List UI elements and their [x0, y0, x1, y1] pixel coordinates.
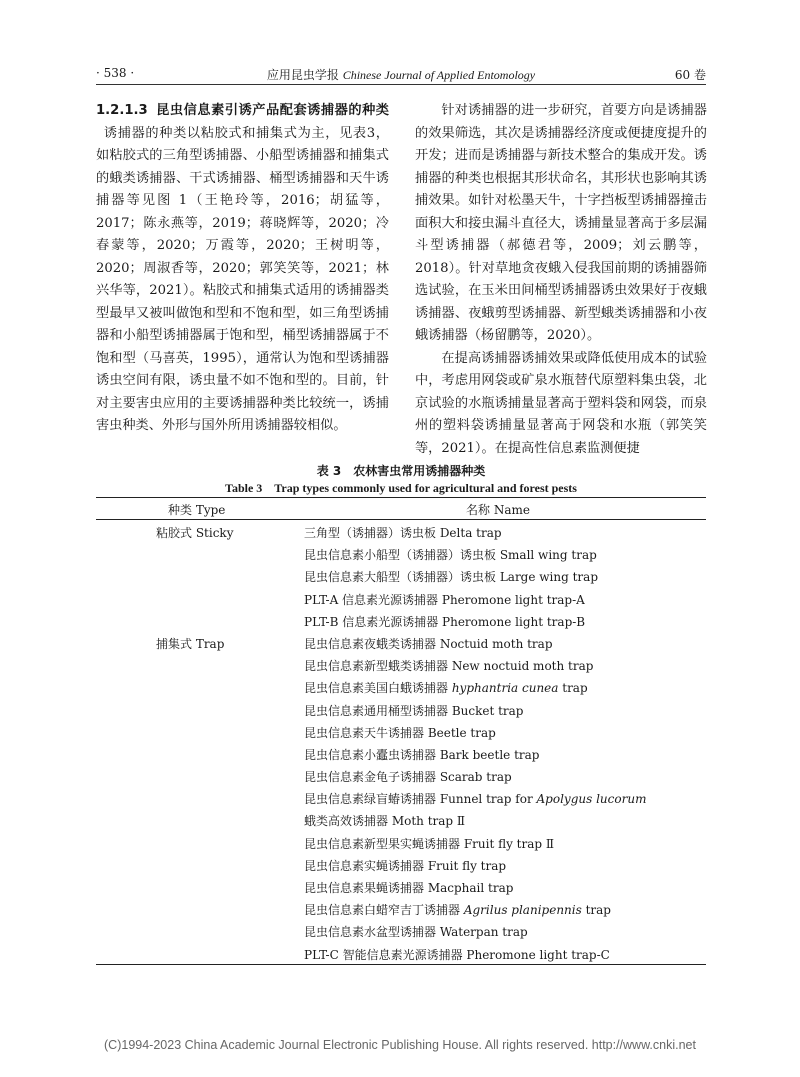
category-sticky: 粘胶式 Sticky — [156, 526, 234, 540]
right-column — [415, 100, 707, 460]
table-row — [304, 677, 646, 699]
running-header — [96, 62, 706, 85]
table-row: 昆虫信息素果蝇诱捕器 Macphail trap — [304, 881, 514, 895]
table-row: 昆虫信息素实蝇诱捕器 Fruit fly trap — [304, 858, 507, 873]
category-trap: 捕集式 Trap — [156, 637, 225, 651]
table-row: PLT-A 信息素光源诱捕器 Pheromone light trap-A — [304, 592, 585, 607]
left-column — [96, 100, 389, 438]
table-row: 昆虫信息素小船型（诱捕器）诱虫板 Small wing trap — [304, 548, 597, 563]
table-row: 昆虫信息素夜蛾类诱捕器 Noctuid moth trap — [304, 636, 553, 651]
body-paragraph-1: 针对诱捕器的进一步研究，首要方向是诱捕器的效果筛选，其次是诱捕器经济度或便捷度提升的开发；进而是诱捕器与新技术整合的集成开发。诱捕器的种类也根据其形状命名，其形状也影响其诱捕效果。如针对松墨天牛，十字挡板型诱捕器撞击面积大和接虫漏斗直径大，诱捕量显著高于多层漏斗型诱捕器（郝德君等，2009；刘云鹏等，2018）。针对草地贪夜蛾入侵我国前期的诱捕器筛选试验，在玉米田间桶型诱捕器诱虫效果好于夜蛾诱捕器、夜蛾剪型诱捕器、新型蛾类诱捕器和小夜蛾诱捕器（杨留鹏等，2020）。 — [415, 103, 707, 343]
table-top-rule — [96, 497, 706, 498]
trap-name-suffix: trap — [581, 903, 611, 918]
trap-name-suffix: trap — [558, 681, 588, 696]
trap-name-prefix: 昆虫信息素白蜡窄吉丁诱捕器 — [304, 903, 464, 918]
table-caption-en: Table 3 Trap types commonly used for agricultural and forest pests — [225, 481, 577, 495]
table-row: 昆虫信息素新型果实蝇诱捕器 Fruit fly trap Ⅱ — [304, 836, 555, 851]
section-title: 昆虫信息素引诱产品配套诱捕器的种类 — [155, 103, 389, 118]
section-paragraph — [96, 100, 389, 438]
copyright-footer: (C)1994-2023 China Academic Journal Electronic Publishing House. All rights reserved. http://www.cnki.net — [104, 1038, 696, 1052]
section-body-text: 诱捕器的种类以粘胶式和捕集式为主，见表3，如粘胶式的三角型诱捕器、小船型诱捕器和捕集式的蛾类诱捕器、干式诱捕器、桶型诱捕器和天牛诱捕器等见图 1（王艳玲等，2016；胡猛等，2017；陈永燕等，2019；蒋晓辉等，2020；冷春蒙等，2020；万霞等，2020；王树明等，2020；周淑香等，2020；郭笑笑等，2021；林兴华等，2021）。粘胶式和捕集式适用的诱捕器类型最早又被叫做饱和型和不饱和型，如三角型诱捕器和小船型诱捕器属于饱和型，桶型诱捕器属于不饱和型（马喜英，1995），通常认为饱和型诱捕器诱虫空间有限，诱虫量不如不饱和型的。目前，针对主要害虫应用的主要诱捕器种类比较统一，诱捕害虫种类、外形与国外所用诱捕器较相似。 — [96, 125, 389, 433]
body-paragraph-2: 在提高诱捕器诱捕效果或降低使用成本的试验中，考虑用网袋或矿泉水瓶替代原塑料集虫袋，北京试验的水瓶诱捕量显著高于塑料袋和网袋，而泉州的塑料袋诱捕量显著高于网袋和水瓶（郭笑笑等，2021）。在提高性信息素监测便捷 — [415, 350, 707, 456]
table-row: 昆虫信息素新型蛾类诱捕器 New noctuid moth trap — [304, 659, 594, 674]
table-header-rule — [96, 519, 706, 520]
journal-title-cn: 应用昆虫学报 — [266, 68, 339, 82]
table-caption-cn: 表 3 农林害虫常用诱捕器种类 — [316, 464, 486, 478]
table-row: PLT-C 智能信息素光源诱捕器 Pheromone light trap-C — [304, 947, 610, 962]
table-row: 昆虫信息素小蠹虫诱捕器 Bark beetle trap — [304, 747, 540, 762]
species-name: Apolygus lucorum — [536, 792, 647, 807]
species-name: Agrilus planipennis — [463, 903, 582, 918]
column-header-type: 种类 Type — [168, 503, 226, 517]
table-row: PLT-B 信息素光源诱捕器 Pheromone light trap-B — [304, 614, 586, 629]
species-name: hyphantria cunea — [451, 681, 559, 696]
table-row: 昆虫信息素大船型（诱捕器）诱虫板 Large wing trap — [304, 570, 599, 585]
trap-name-prefix: 昆虫信息素绿盲蝽诱捕器 Funnel trap for — [304, 792, 537, 807]
trap-name-list — [304, 522, 646, 966]
journal-title-en: Chinese Journal of Applied Entomology — [342, 68, 536, 82]
table-row: 三角型（诱捕器）诱虫板 Delta trap — [304, 526, 502, 540]
trap-types-table — [96, 497, 706, 965]
trap-name-prefix: 昆虫信息素美国白蛾诱捕器 — [304, 681, 452, 696]
table-row: 昆虫信息素通用桶型诱捕器 Bucket trap — [304, 703, 524, 718]
volume-number: 60 卷 — [674, 68, 706, 82]
table-row: 蛾类高效诱捕器 Moth trap Ⅱ — [304, 814, 466, 829]
column-header-name: 名称 Name — [466, 503, 530, 517]
table-row: 昆虫信息素水盆型诱捕器 Waterpan trap — [304, 925, 528, 940]
section-number: 1.2.1.3 — [96, 103, 148, 118]
table-row: 昆虫信息素天牛诱捕器 Beetle trap — [304, 725, 496, 740]
table-bottom-rule — [96, 964, 706, 965]
table-row — [304, 899, 646, 921]
table-row: 昆虫信息素金龟子诱捕器 Scarab trap — [304, 770, 512, 785]
page-number: · 538 · — [96, 66, 135, 80]
journal-title — [96, 66, 706, 83]
table-row — [304, 788, 646, 810]
